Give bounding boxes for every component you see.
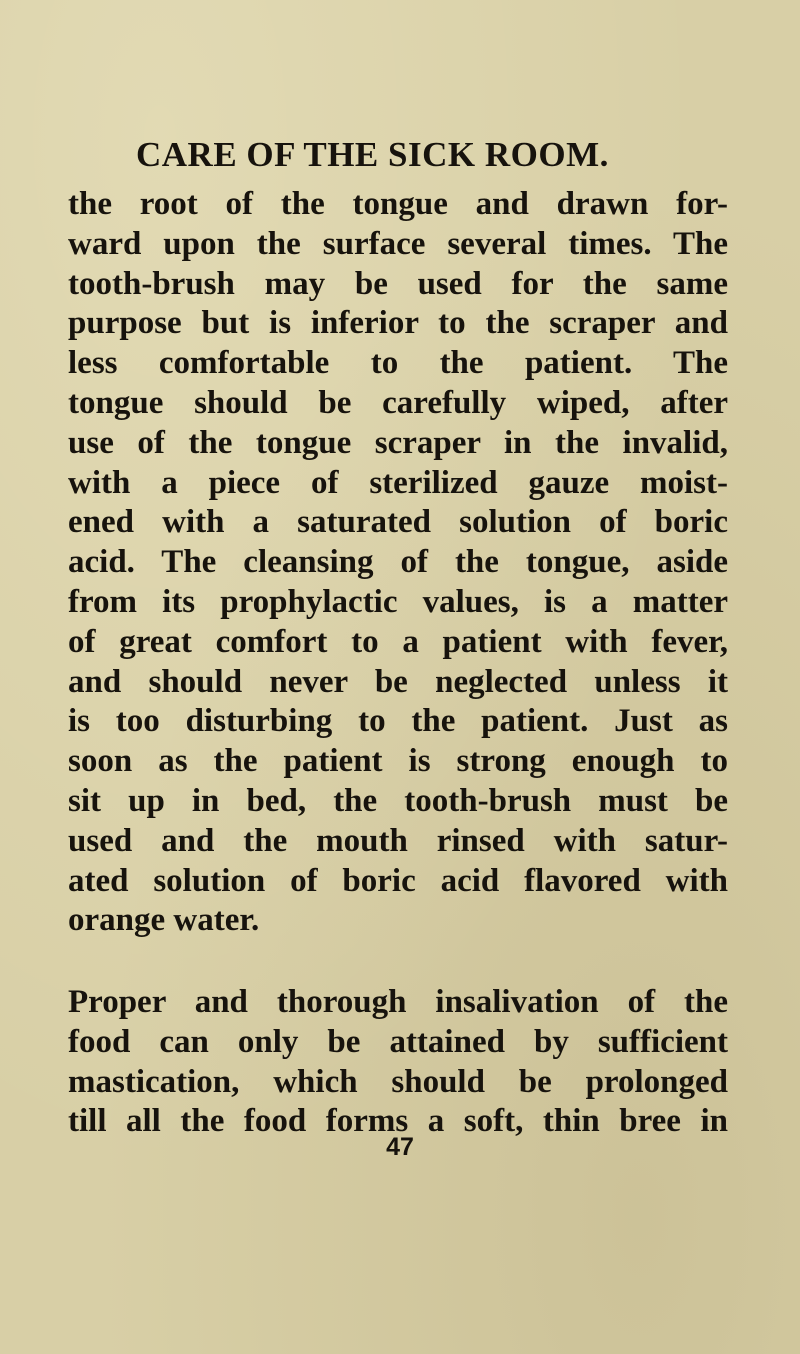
- text-line: the root of the tongue and drawn for-: [68, 186, 728, 222]
- text-line: ened with a saturated solution of boric: [68, 504, 728, 541]
- text-line: purpose but is inferior to the scraper and: [68, 305, 728, 342]
- text-line: mastication, which should be prolonged: [68, 1063, 728, 1100]
- text-line: with a piece of sterilized gauze moist-: [68, 464, 728, 501]
- text-line: used and the mouth rinsed with satur-: [68, 822, 728, 859]
- text-line: use of the tongue scraper in the invalid,: [68, 424, 728, 461]
- text-line: orange water.: [68, 902, 260, 939]
- paragraph-2: [68, 983, 728, 1142]
- running-head: CARE OF THE SICK ROOM.: [136, 135, 609, 174]
- text-line: from its prophylactic values, is a matter: [68, 583, 728, 620]
- text-line: tongue should be carefully wiped, after: [68, 384, 728, 421]
- text-line: soon as the patient is strong enough to: [68, 743, 728, 780]
- text-line: is too disturbing to the patient. Just as: [68, 703, 728, 740]
- page-number: 47: [386, 1133, 414, 1161]
- text-line: less comfortable to the patient. The: [68, 345, 728, 382]
- text-line: Proper and thorough insalivation of the: [68, 984, 728, 1020]
- text-line: till all the food forms a soft, thin bree in: [68, 1103, 728, 1140]
- text-line: of great comfort to a patient with fever,: [68, 623, 728, 660]
- paragraph-1: [68, 185, 728, 941]
- text-line: food can only be attained by sufficient: [68, 1023, 728, 1060]
- text-line: ated solution of boric acid flavored with: [68, 862, 728, 899]
- text-line: acid. The cleansing of the tongue, aside: [68, 544, 728, 581]
- text-line: ward upon the surface several times. The: [68, 225, 728, 262]
- text-line: tooth-brush may be used for the same: [68, 265, 728, 302]
- text-line: sit up in bed, the tooth-brush must be: [68, 782, 728, 819]
- text-line: and should never be neglected unless it: [68, 663, 728, 700]
